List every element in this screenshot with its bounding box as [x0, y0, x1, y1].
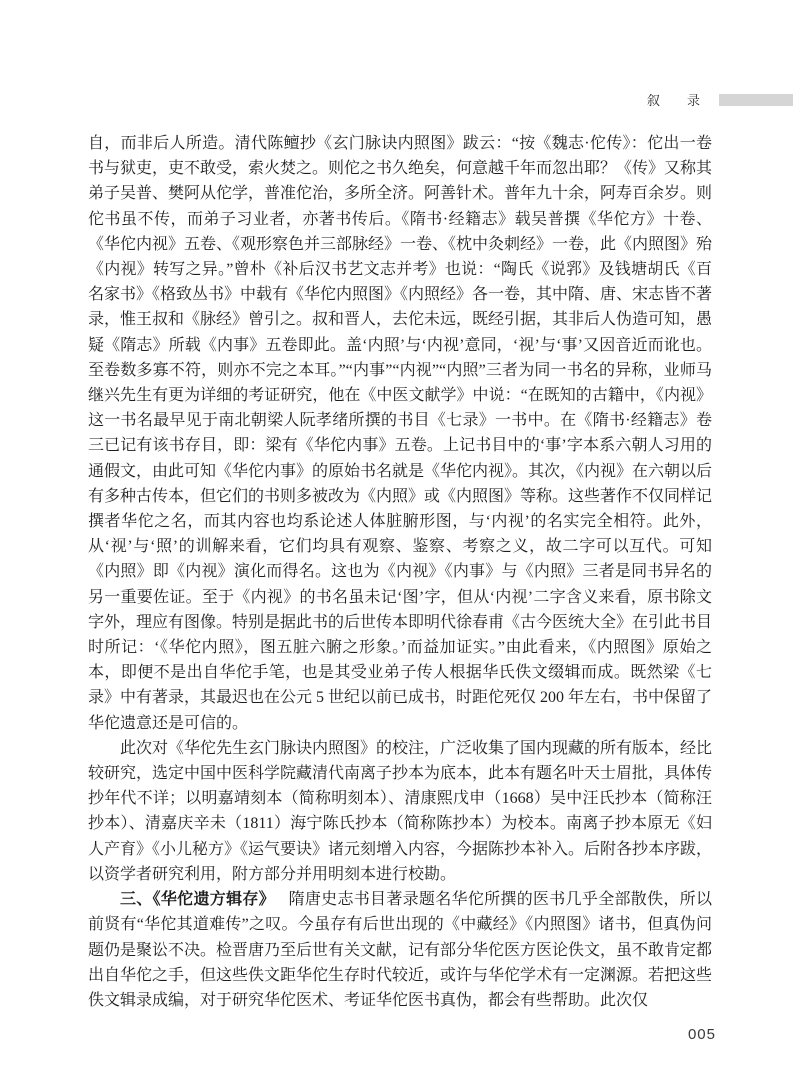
- page-number: 005: [687, 1026, 716, 1043]
- header-decoration-bar: [719, 94, 793, 106]
- paragraph-collation-notes: 此次对《华佗先生玄门脉诀内照图》的校注，广泛收集了国内现藏的所有版本，经比较研究，选定中国中医科学院藏清代南离子抄本为底本，此本有题名叶天士眉批，具体传抄年代不详；以明嘉靖刻本（简称明刻本）、清康熙戊申（1668）吴中汪氏抄本（简称汪抄本）、清嘉庆辛未（1811）海宁陈氏抄本（简称陈抄本）为校本。南离子抄本原无《妇人产育》《小儿秘方》《运气要诀》诸元刻增入内容，今据陈抄本补入。后附各抄本序跋，以资学者研究利用，附方部分并用明刻本进行校勘。: [88, 739, 713, 883]
- paragraph-continuation: 自，而非后人所造。清代陈鳣抄《玄门脉诀内照图》跋云：“按《魏志·佗传》：佗出一卷书与狱吏，吏不敢受，索火焚之。则佗之书久绝矣，何意越千年而忽出耶？《传》又称其弟子吴普、樊阿从佗学，普准佗治，多所全济。阿善针术。普年九十余，阿寿百余岁。则佗书虽不传，而弟子习业者，亦著书传后。《隋书·经籍志》载吴普撰《华佗方》十卷、《华佗内视》五卷、《观形察色并三部脉经》一卷、《枕中灸刺经》一卷，此《内照图》殆《内视》转写之异。”曾朴《补后汉书艺文志并考》也说：“陶氏《说郛》及钱塘胡氏《百名家书》《格致丛书》中载有《华佗内照图》《内照经》各一卷，其中隋、唐、宋志皆不著录，惟王叔和《脉经》曾引之。叔和晋人，去佗未远，既经引据，其非后人伪造可知，愚疑《隋志》所载《内事》五卷即此。盖‘内照’与‘内视’意同，‘视’与‘事’又因音近而讹也。至卷数多寡不符，则亦不完之本耳。”“内事”“内视”“内照”三者为同一书名的异称，业师马继兴先生有更为详细的考证研究，他在《中医文献学》中说：“在既知的古籍中，《内视》这一书名最早见于南北朝梁人阮孝绪所撰的书目《七录》一书中。在《隋书·经籍志》卷三已记有该书存目，即：梁有《华佗内事》五卷。上记书目中的‘事’字本系六朝人习用的通假文，由此可知《华佗内事》的原始书名就是《华佗内视》。其次，《内视》在六朝以后有多种古传本，但它们的书则多被改为《内照》或《内照图》等称。这些著作不仅同样记撰者华佗之名，而其内容也均系论述人体脏腑形图，与‘内视’的名实完全相符。此外，从‘视’与‘照’的训解来看，它们均具有观察、鉴察、考察之义，故二字可以互代。可知《内照》即《内视》演化而得名。这也为《内视》《内事》与《内照》三者是同书异名的另一重要佐证。至于《内视》的书名虽未记‘图’字，但从‘内视’二字含义来看，原书除文字外，理应有图像。特别是据此书的后世传本即明代徐春甫《古今医统大全》在引此书目时所记：‘《华佗内照》，图五脏六腑之形象。’而益加证实。”由此看来，《内照图》原始之本，即便不是出自华佗手笔，也是其受业弟子传人根据华氏佚文缀辑而成。既然梁《七录》中有著录，其最迟也在公元 5 世纪以前已成书，时距佗死仅 200 年左右，书中保留了华佗遗意还是可信的。: [88, 135, 713, 732]
- section-three-text: 隋唐史志书目著录题名华佗所撰的医书几乎全部散佚，所以前贤有“华佗其道难传”之叹。今虽存有后世出现的《中藏经》《内照图》诸书，但真伪问题仍是聚讼不决。检晋唐乃至后世有关文献，记有部分华佗医方医论佚文，虽不敢肯定都出自华佗之手，但这些佚文距华佗生存时代较近，或许与华佗学术有一定渊源。若把这些佚文辑录成编，对于研究华佗医术、考证华佗医书真伪，都会有些帮助。此次仅: [88, 891, 713, 1009]
- page-header: [88, 90, 793, 109]
- section-heading: 三、《华佗遗方辑存》: [120, 891, 275, 909]
- body-text: [88, 131, 712, 1013]
- paragraph-section-three: [88, 887, 712, 1013]
- running-head-title: 叙 录: [646, 93, 707, 108]
